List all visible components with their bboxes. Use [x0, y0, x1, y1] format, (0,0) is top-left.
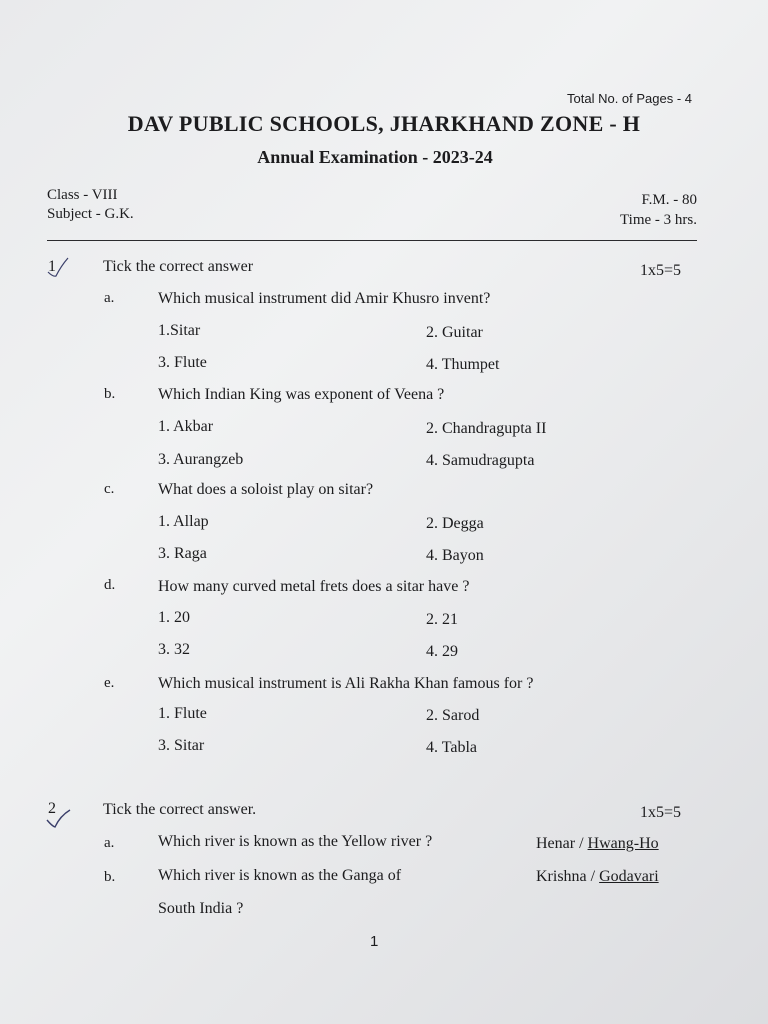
- sub-question-text: Which musical instrument did Amir Khusro invent?: [158, 290, 491, 307]
- sub-question-label: a.: [104, 290, 115, 306]
- option: 1. 20: [158, 609, 190, 626]
- option: 2. Degga: [426, 515, 484, 532]
- option: 1. Akbar: [158, 418, 214, 435]
- answer-separator: /: [575, 835, 588, 852]
- class-label: Class - VIII: [47, 187, 118, 203]
- answer-choices: [536, 868, 659, 886]
- time-allowed: Time - 3 hrs.: [620, 212, 697, 228]
- subject-label: Subject - G.K.: [47, 206, 134, 222]
- option: 2. Sarod: [426, 707, 480, 724]
- sub-question-text: Which river is known as the Ganga of: [158, 867, 402, 884]
- question-title: Tick the correct answer: [103, 258, 254, 275]
- option: 1.Sitar: [158, 322, 201, 339]
- answer-choice: Krishna: [536, 868, 587, 885]
- handwritten-tick-icon: [44, 256, 70, 278]
- question-number: 2: [48, 800, 56, 817]
- option: 3. Sitar: [158, 737, 205, 754]
- option: 2. Chandragupta II: [426, 420, 547, 437]
- option: 4. Bayon: [426, 547, 484, 564]
- total-pages: Total No. of Pages - 4: [567, 91, 693, 106]
- sub-question-label: e.: [104, 675, 115, 691]
- page-number: 1: [370, 933, 379, 950]
- answer-choice-underlined: Godavari: [599, 868, 659, 885]
- school-title: DAV PUBLIC SCHOOLS, JHARKHAND ZONE - H: [127, 111, 641, 136]
- answer-choices: [536, 835, 659, 853]
- option: 4. Tabla: [426, 739, 478, 756]
- sub-question-text: Which river is known as the Yellow river ?: [158, 833, 433, 850]
- full-marks: F.M. - 80: [641, 192, 697, 208]
- sub-question-label: a.: [104, 835, 115, 851]
- option: 4. 29: [426, 643, 458, 660]
- option: 4. Samudragupta: [426, 452, 535, 469]
- option: 3. Aurangzeb: [158, 451, 244, 468]
- question-number: 1: [48, 258, 56, 275]
- sub-question-text: Which Indian King was exponent of Veena ?: [158, 386, 445, 403]
- answer-choice-underlined: Hwang-Ho: [587, 835, 659, 852]
- question-marks: 1x5=5: [640, 262, 682, 279]
- sub-question-text: Which musical instrument is Ali Rakha Khan famous for ?: [158, 675, 534, 692]
- option: 2. Guitar: [426, 324, 483, 341]
- option: 3. Raga: [158, 545, 207, 562]
- sub-question-label: b.: [104, 869, 116, 885]
- sub-question-text: What does a soloist play on sitar?: [158, 481, 374, 498]
- option: 3. Flute: [158, 354, 207, 371]
- option: 1. Flute: [158, 705, 207, 722]
- option: 1. Allap: [158, 513, 209, 530]
- answer-separator: /: [586, 868, 600, 885]
- header-divider: [47, 240, 697, 241]
- sub-question-text: How many curved metal frets does a sitar have ?: [158, 578, 470, 595]
- option: 2. 21: [426, 611, 458, 628]
- question-marks: 1x5=5: [640, 804, 682, 821]
- sub-question-label: d.: [104, 577, 116, 593]
- handwritten-tick-icon: [44, 808, 72, 832]
- sub-question-text-continued: South India ?: [158, 900, 244, 917]
- exam-title: Annual Examination - 2023-24: [257, 147, 493, 167]
- option: 4. Thumpet: [426, 356, 500, 373]
- sub-question-label: c.: [104, 481, 115, 497]
- sub-question-label: b.: [104, 386, 116, 402]
- question-title: Tick the correct answer.: [103, 801, 257, 818]
- answer-choice: Henar: [536, 835, 576, 852]
- option: 3. 32: [158, 641, 190, 658]
